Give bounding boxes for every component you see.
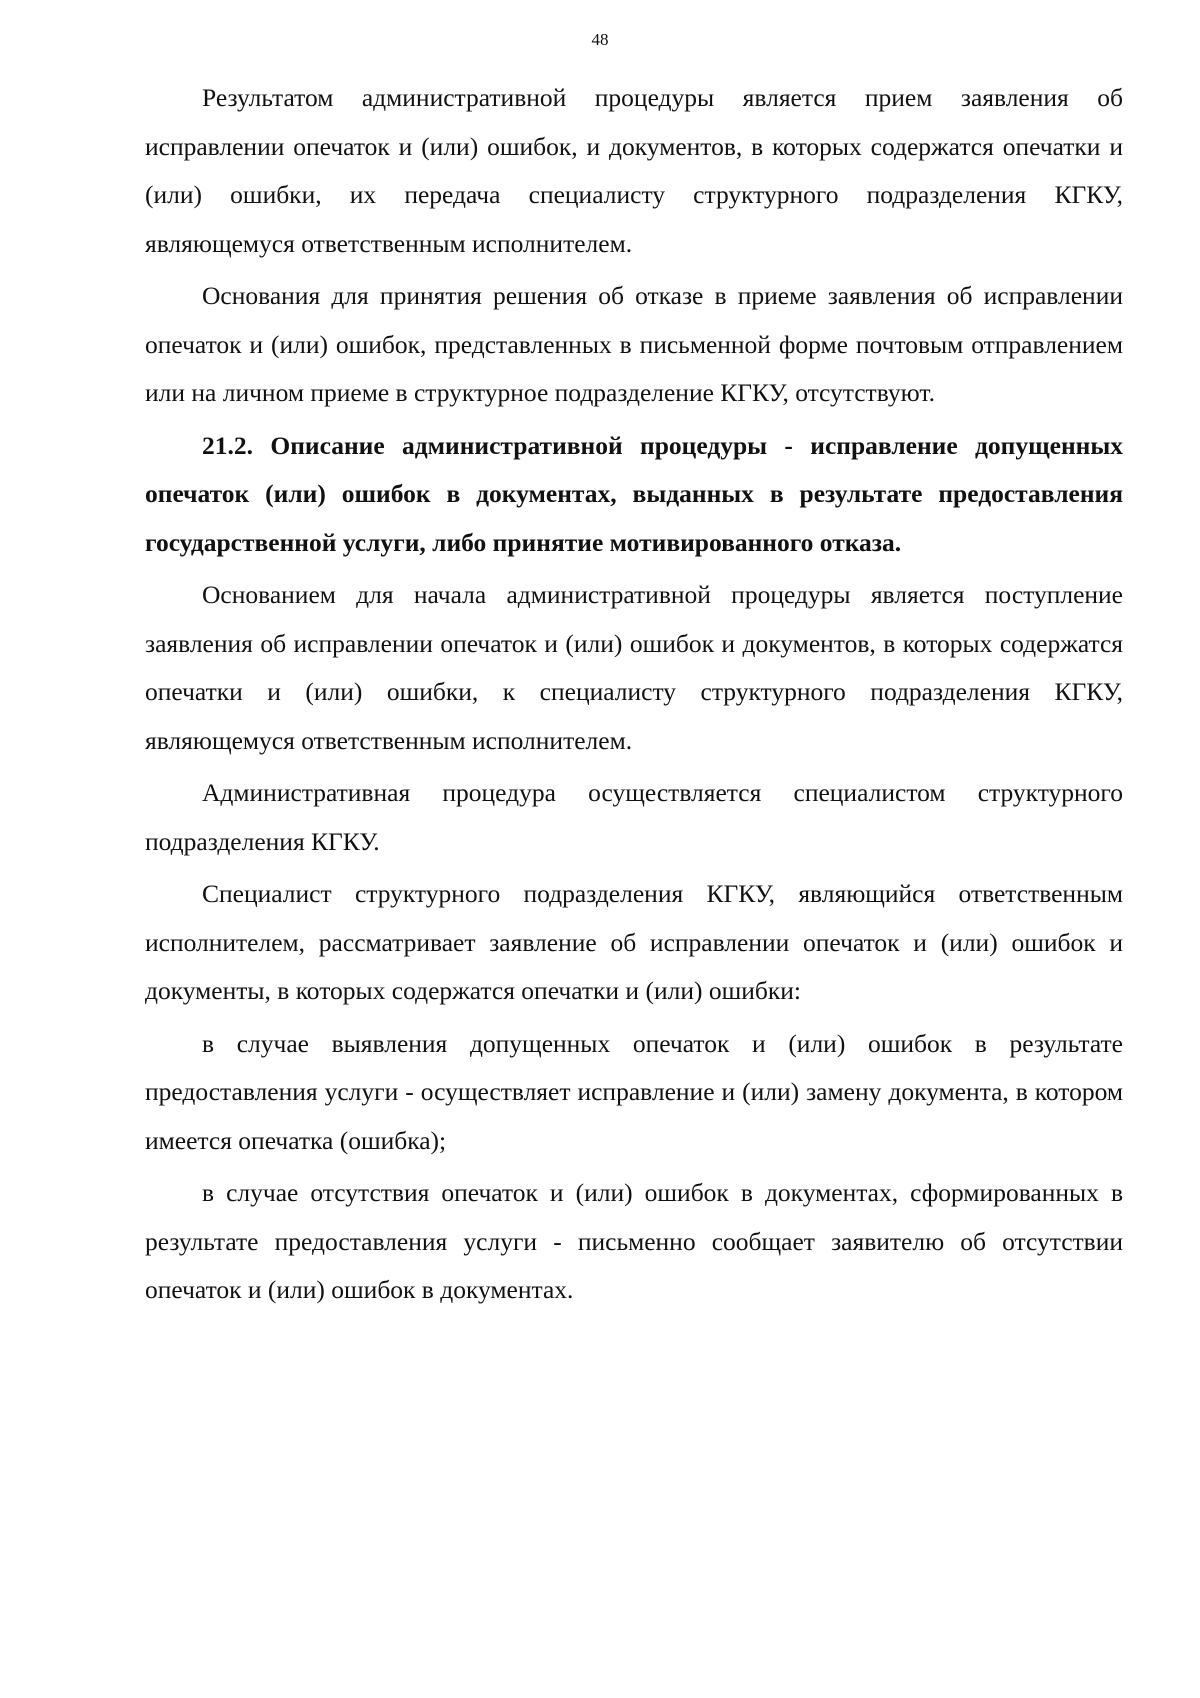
paragraph-procedure-result: Результатом административной процедуры является прием заявления об исправлении опечаток и (или) ошибок, и документов, в которых содержатся опечатки и (или) ошибки, их передача специалисту структурного подразделения КГКУ, являющемуся ответственным исполнителем. <box>145 83 1123 258</box>
document-body <box>145 74 1123 1319</box>
paragraph-refusal-grounds: Основания для принятия решения об отказе в приеме заявления об исправлении опечаток и (или) ошибок, представленных в письменной форме почтовым отправлением или на личном приеме в структурное подразделение КГКУ, отсутствуют. <box>145 281 1123 407</box>
paragraph-errors-absent: в случае отсутствия опечаток и (или) ошибок в документах, сформированных в результате предоставления услуги - письменно сообщает заявителю об отсутствии опечаток и (или) ошибок в документах. <box>145 1178 1123 1304</box>
paragraph-errors-found: в случае выявления допущенных опечаток и (или) ошибок в результате предоставления услуги - осуществляет исправление и (или) замену документа, в котором имеется опечатка (ошибка); <box>145 1028 1123 1155</box>
page-number: 48 <box>591 30 609 49</box>
section-heading-21-2: 21.2. Описание административной процедуры - исправление допущенных опечаток (или) ошибок в документах, выданных в результате предоставления государственной услуги, либо принятие мотивированного отказа. <box>145 430 1123 557</box>
paragraph-procedure-executor: Административная процедура осуществляется специалистом структурного подразделения КГКУ. <box>145 778 1123 856</box>
paragraph-specialist-review: Специалист структурного подразделения КГКУ, являющийся ответственным исполнителем, рассматривает заявление об исправлении опечаток и (или) ошибок и документы, в которых содержатся опечатки и (или) ошибки: <box>145 879 1123 1005</box>
paragraph-procedure-basis: Основанием для начала административной процедуры является поступление заявления об исправлении опечаток и (или) ошибок и документов, в которых содержатся опечатки и (или) ошибки, к специалисту структурного подразделения КГКУ, являющемуся ответственным исполнителем. <box>145 580 1123 755</box>
